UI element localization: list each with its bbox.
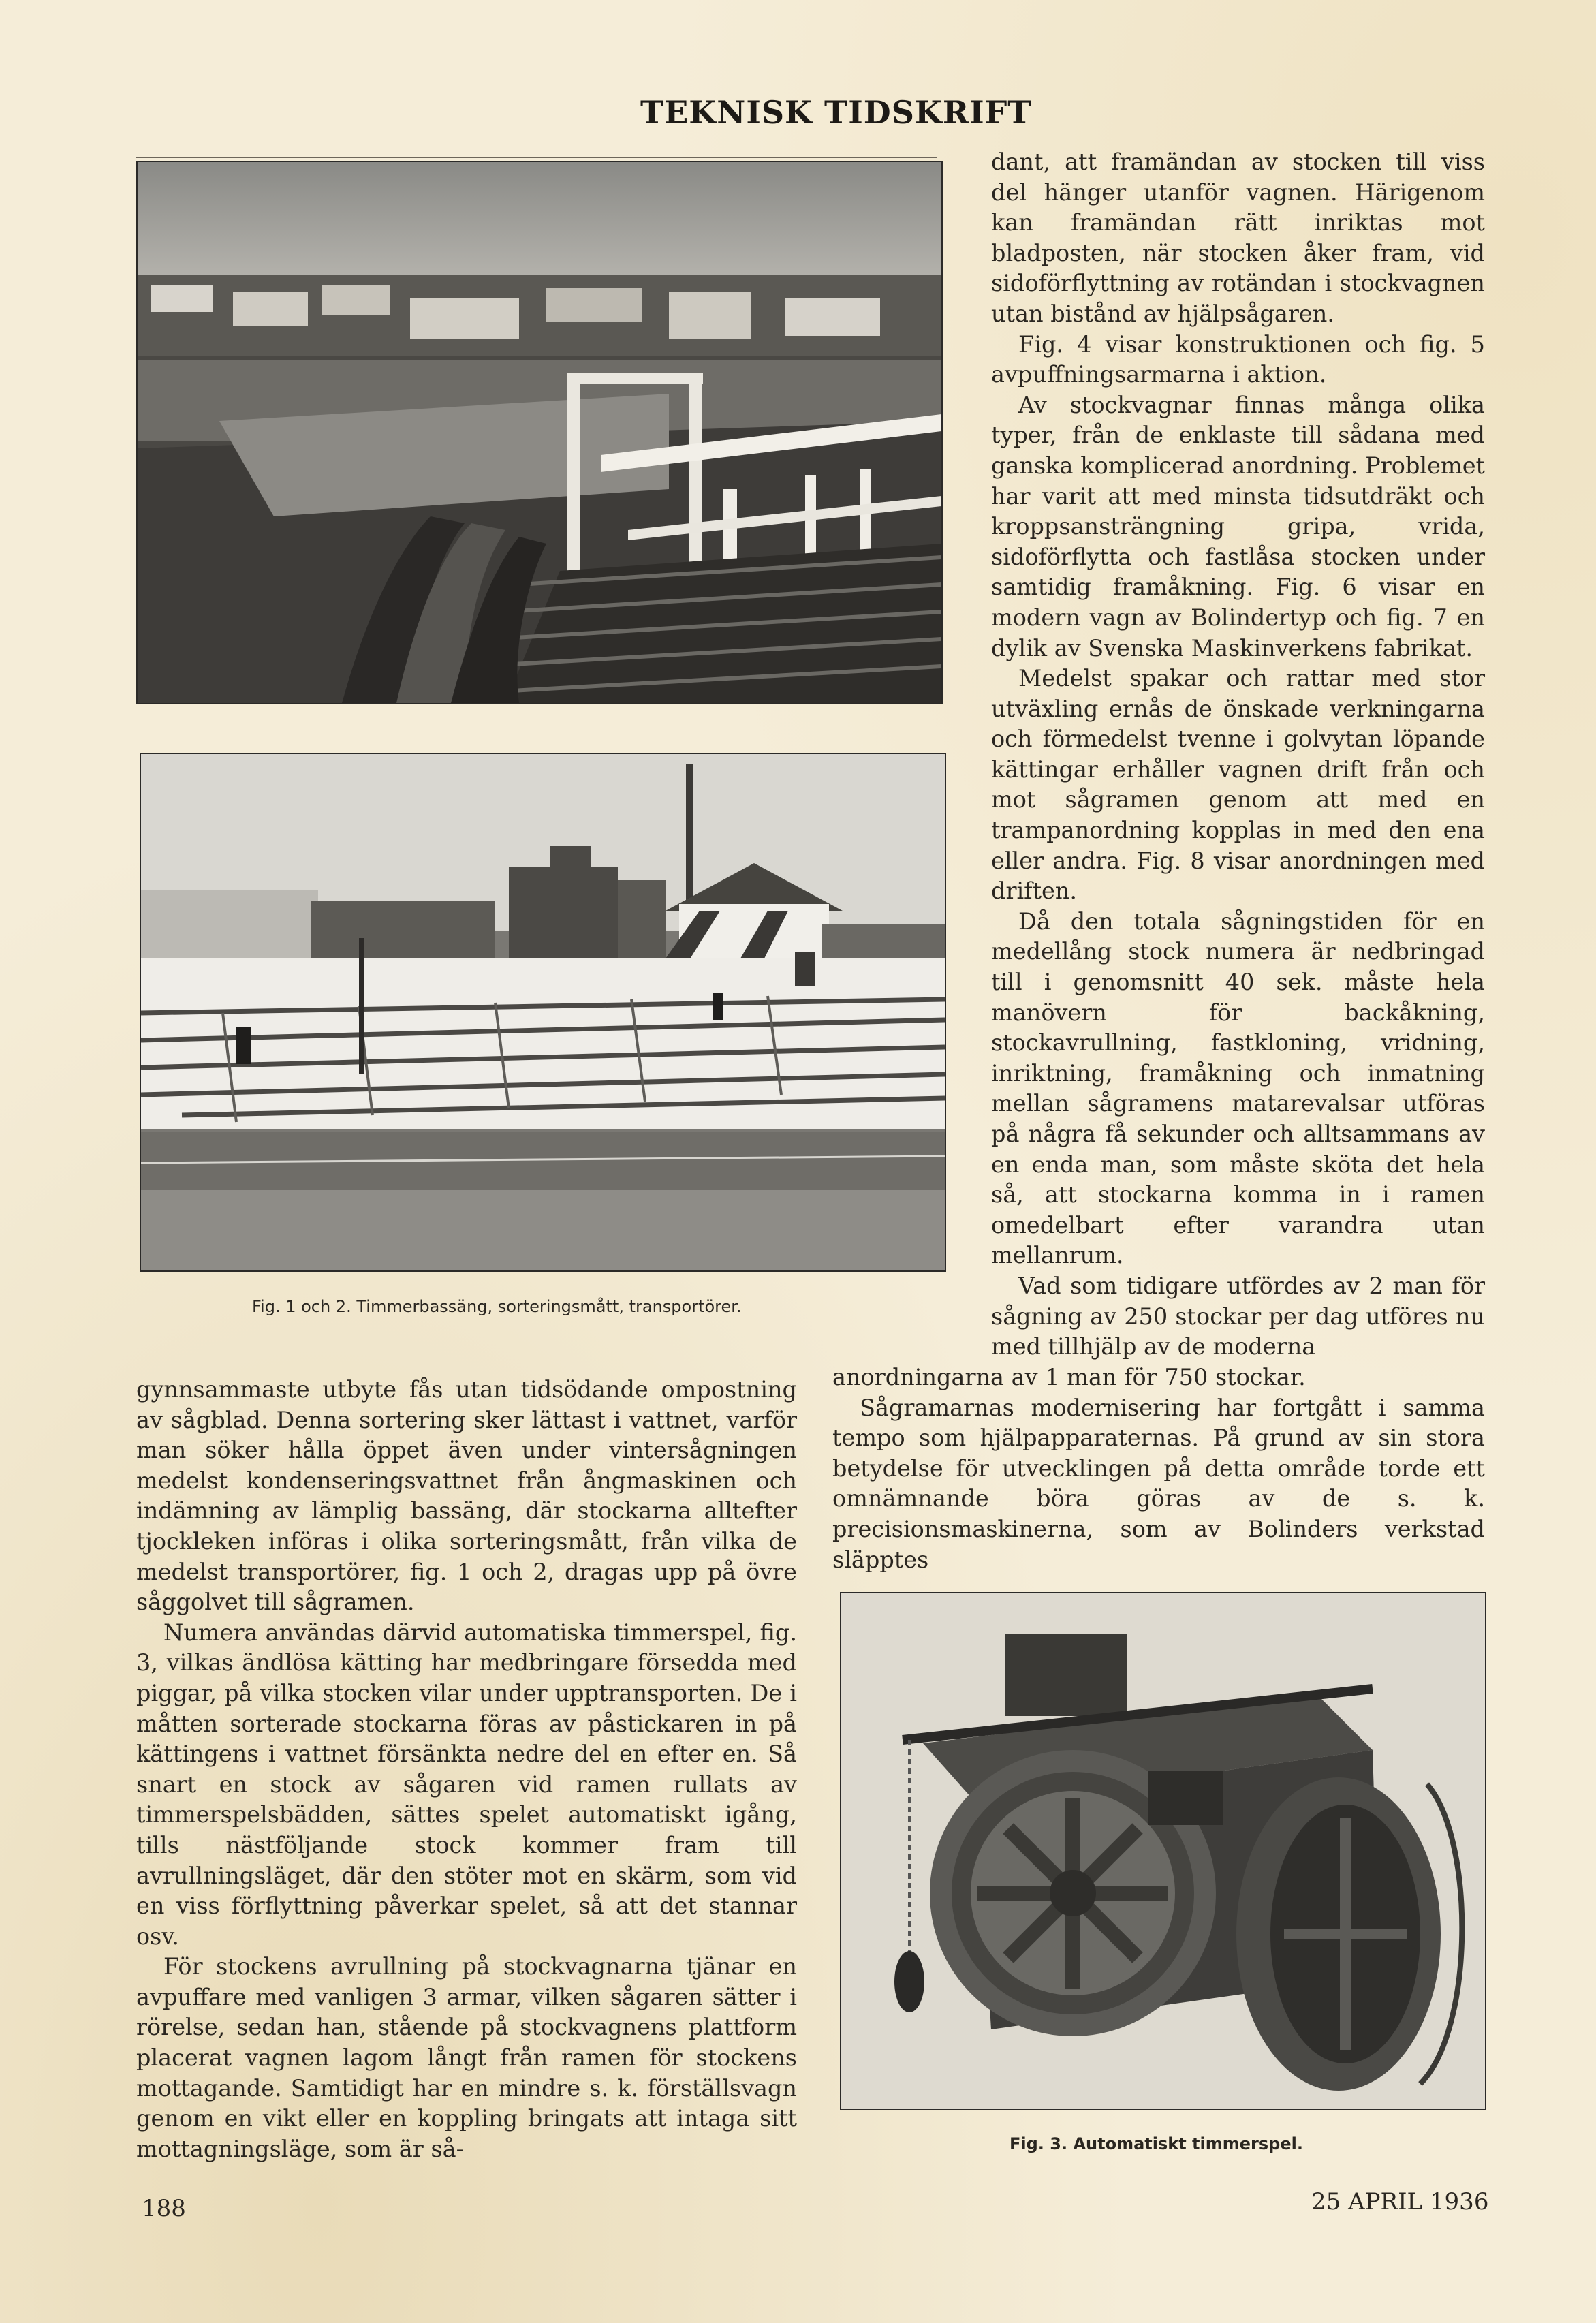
right-column-lower-text	[832, 1362, 1485, 1575]
paragraph: För stockens avrullning på stockvagnarna tjänar en avpuffare med vanligen 3 armar, vilken sågaren sätter i rörelse, sedan han, stående på stockvagnens plattform placerat vagnen lagom långt från ramen för stockens mottagande. Samtidigt har en mindre s. k. förställsvagn genom en vikt eller en koppling bringats att intaga sitt mottagningsläge, som är så-	[136, 1953, 797, 2162]
issue-date: 25 APRIL 1936	[1311, 2188, 1489, 2215]
paragraph: Då den totala sågningstiden för en medellång stock numera är nedbringad till i genomsnitt 40 sek. måste hela manövern för backåkning, stockavrullning, fastkloning, vridning, inriktning, framåkning och inmatning mellan sågramens matarevalsar utföras på några få sekunder och alltsammans av en enda man, som måste sköta det hela så, att stockarna komma in i ramen omedelbart efter varandra utan mellanrum.	[991, 907, 1485, 1269]
paragraph: Av stockvagnar finnas många olika typer, från de enklaste till sådana med ganska komplicerad anordning. Problemet har varit att med minsta tidsutdräkt och kroppsansträngning gripa, vrida, sidoförflytta och fastlåsa stocken under samtidig framåkning. Fig. 6 visar en modern vagn av Bolindertyp och fig. 7 en dylik av Svenska Maskinverkens fabrikat.	[991, 391, 1485, 661]
figure-1-2-caption: Fig. 1 och 2. Timmerbassäng, sorteringsmått, transportörer.	[252, 1297, 742, 1316]
figure-1-photo	[136, 161, 943, 704]
paragraph: Fig. 4 visar konstruktionen och fig. 5 avpuffningsarmarna i aktion.	[991, 330, 1485, 388]
left-column-text	[136, 1375, 797, 2164]
paragraph: Sågramarnas modernisering har fortgått i samma tempo som hjälpapparaternas. På grund av sin stora betydelse för utvecklingen på detta område torde ett omnämnande böra göras av de s. k. precisionsmaskinerna, som av Bolinders verkstad släpptes	[832, 1394, 1485, 1573]
masthead-rule	[136, 157, 937, 158]
figure-3-caption: Fig. 3. Automatiskt timmerspel.	[1010, 2134, 1303, 2153]
paragraph: Medelst spakar och rattar med stor utväxling ernås de önskade verkningarna och förmedelst tvenne i golvytan löpande kättingar erhåller vagnen drift från och mot sågramen genom att med en trampanordning kopplas in med den ena eller andra. Fig. 8 visar anordningen med driften.	[991, 665, 1485, 905]
paragraph: gynnsammaste utbyte fås utan tidsödande ompostning av sågblad. Denna sortering sker lättast i vattnet, varför man söker hålla öppet även under vintersågningen medelst kondenseringsvattnet från ångmaskinen och indämning av lämplig bassäng, där stockarna alltefter tjockleken införas i olika sorteringsmått, från vilka de medelst transportörer, fig. 1 och 2, dragas upp på övre såggolvet till sågramen.	[136, 1376, 797, 1616]
page-number: 188	[142, 2195, 186, 2222]
paragraph: dant, att framändan av stocken till viss del hänger utanför vagnen. Härigenom kan framändan rätt inriktas mot bladposten, när stocken åker fram, vid sidoförflyttning av rotändan i stockvagnen utan bistånd av hjälpsågaren.	[991, 149, 1485, 327]
figure-3-photo	[840, 1592, 1486, 2110]
right-column-upper-text	[991, 147, 1485, 1362]
paragraph: Vad som tidigare utfördes av 2 man för sågning av 250 stockar per dag utföres nu med tillhjälp av de moderna	[991, 1272, 1485, 1360]
journal-masthead: TEKNISK TIDSKRIFT	[640, 94, 1032, 131]
paragraph: anordningarna av 1 man för 750 stockar.	[832, 1364, 1306, 1390]
paragraph: Numera användas därvid automatiska timmerspel, fig. 3, vilkas ändlösa kätting har medbringare försedda med piggar, på vilka stocken vilar under upptransporten. De i måtten sorterade stockarna föras av påstickaren in på kättingens i vattnet försänkta nedre del en efter en. Så snart en stock av sågaren vid ramen rullats av timmerspelsbädden, sättes spelet automatiskt igång, tills nästföljande stock kommer fram till avrullningsläget, där den stöter mot en skärm, som vid en viss förflyttning påverkar spelet, så att det stannar osv.	[136, 1619, 797, 1950]
figure-2-photo	[140, 753, 946, 1272]
